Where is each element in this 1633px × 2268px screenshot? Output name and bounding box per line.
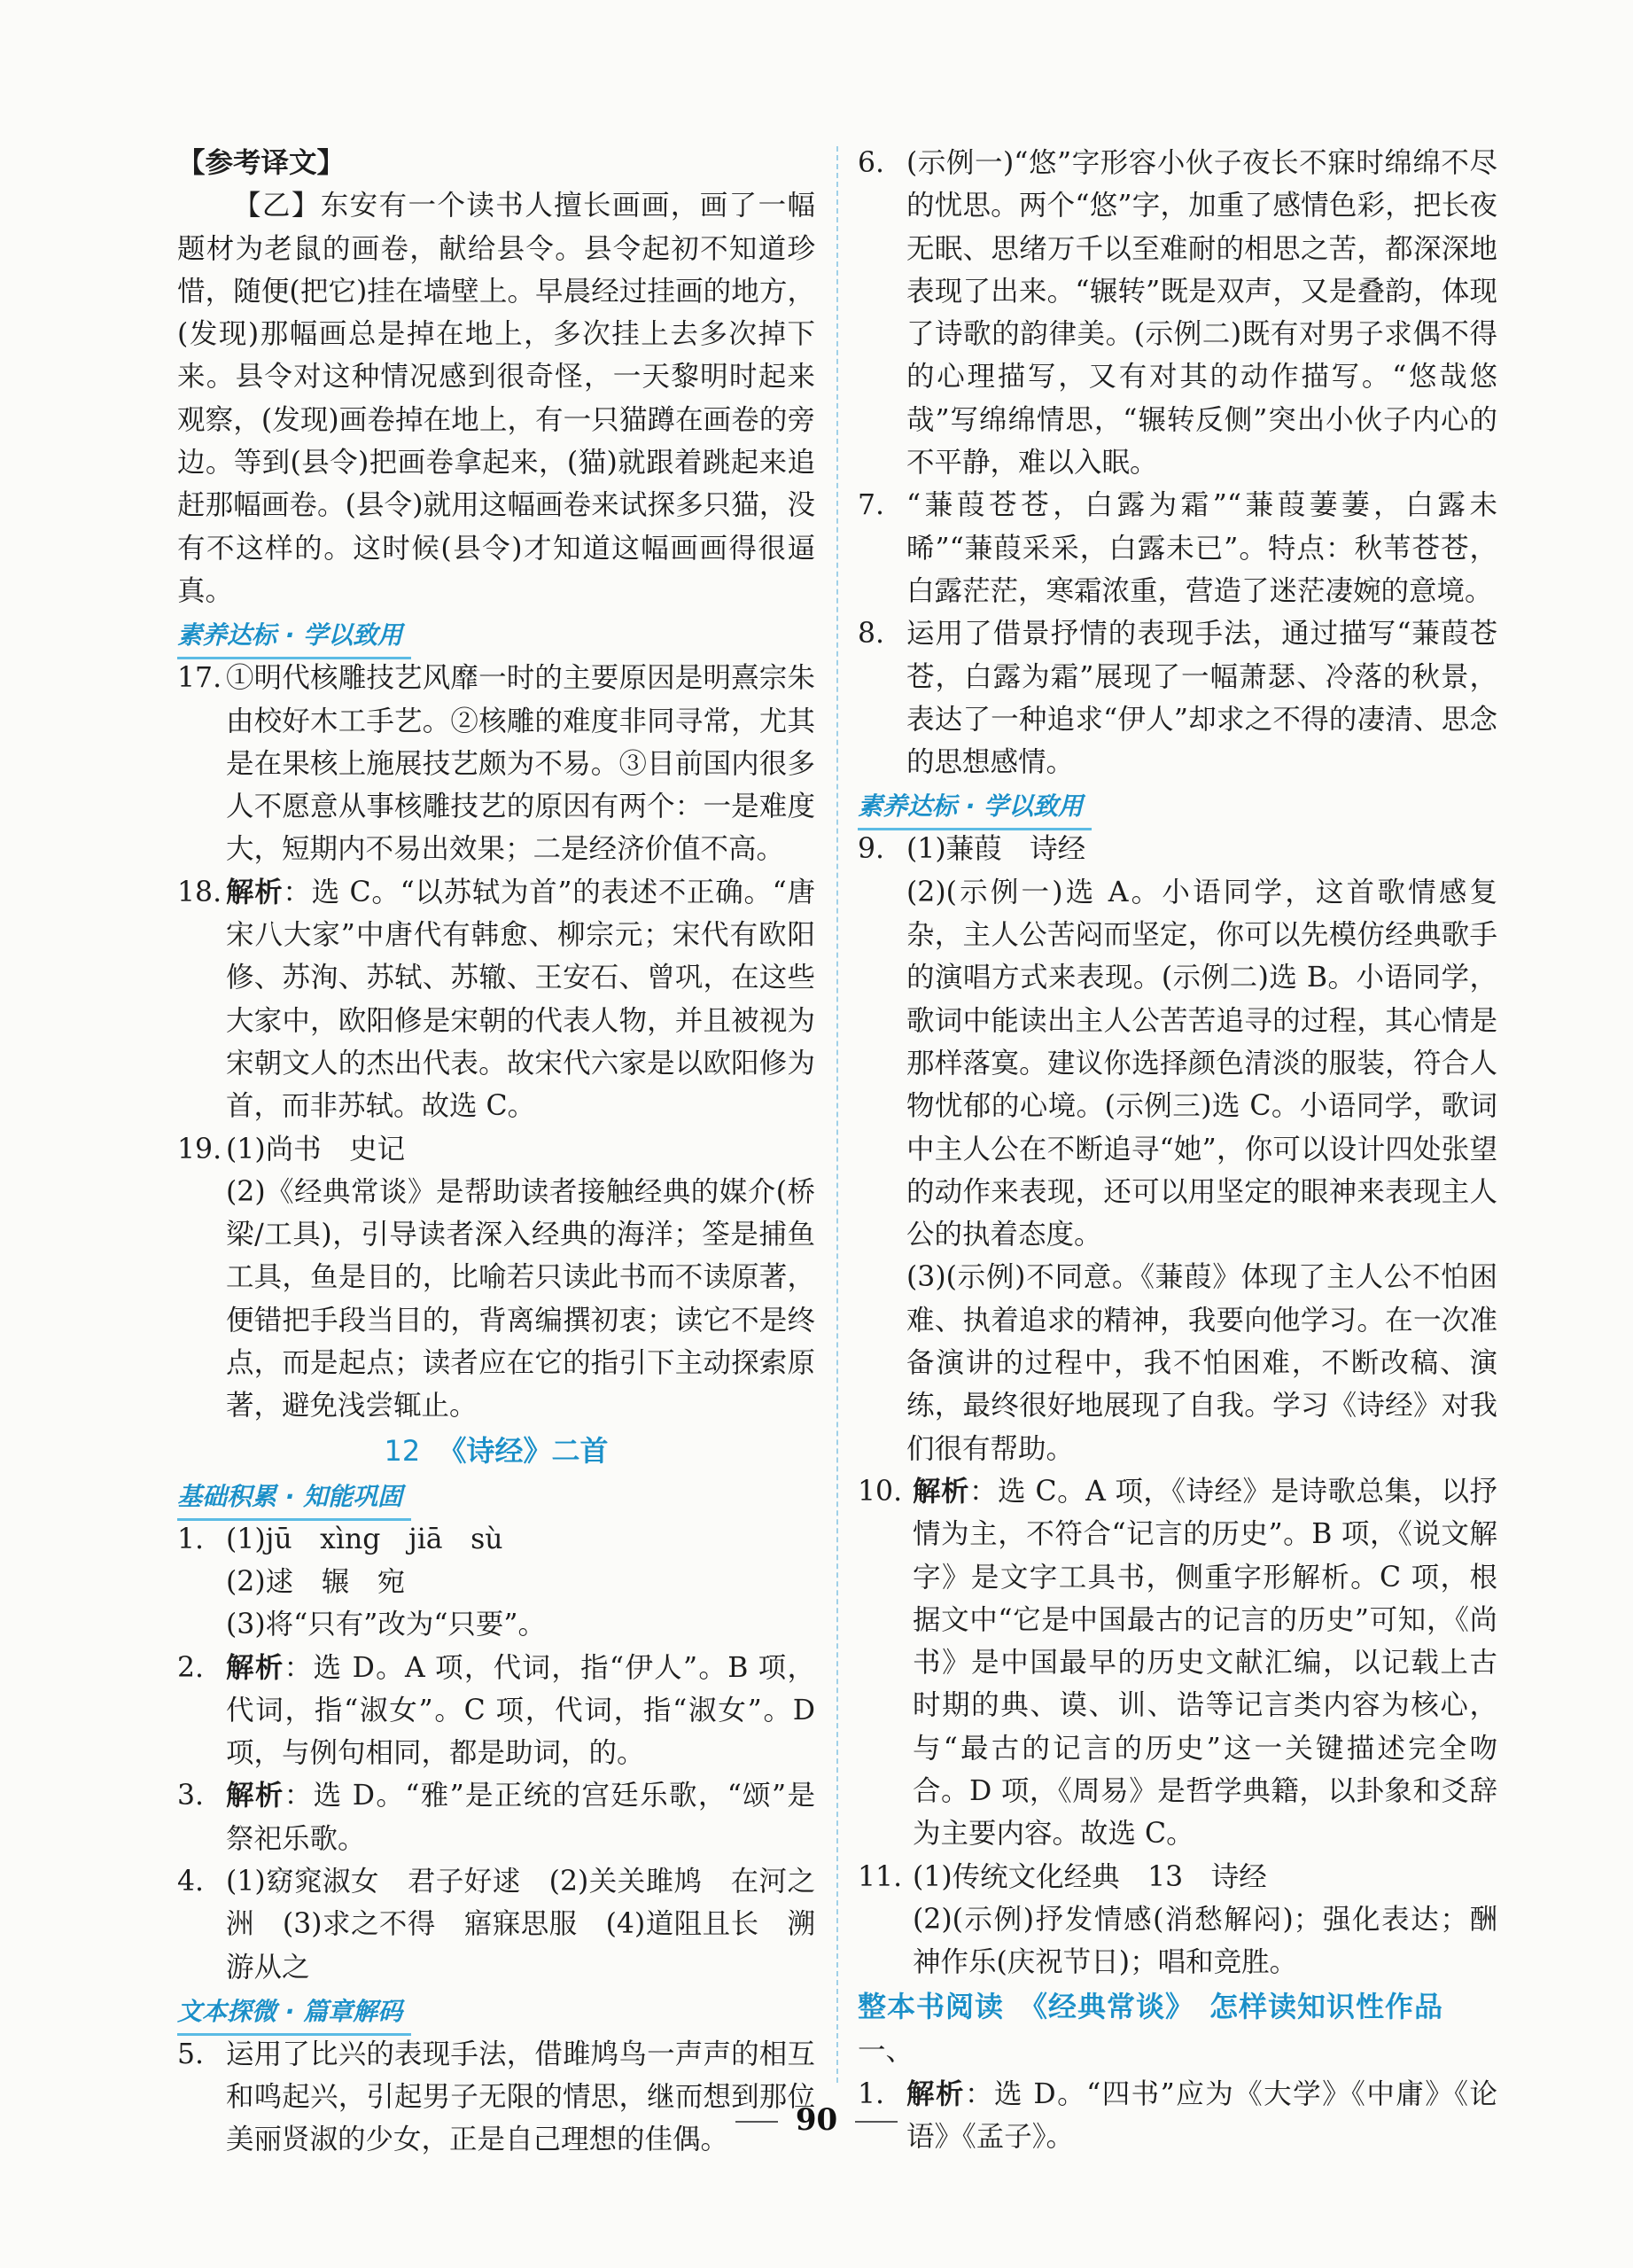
answer-text: ：选 D。A 项，代词，指“伊人”。B 项，代词，指“淑女”。C 项，代词，指“淑女”。D 项，与例句相同，都是助词，的。 bbox=[226, 1651, 815, 1770]
reference-translation-heading: 【参考译文】 bbox=[177, 146, 346, 179]
answer-6 bbox=[858, 142, 1497, 484]
question-number: 1. bbox=[177, 1523, 205, 1555]
page-number: 90 bbox=[795, 2102, 838, 2138]
chapter-title bbox=[177, 1428, 815, 1474]
answer-2 bbox=[177, 1647, 815, 1775]
question-number: 9. bbox=[858, 833, 885, 866]
answer-17 bbox=[177, 657, 815, 870]
answer-1-part-2: (2)逑 辗 宛 bbox=[226, 1565, 406, 1598]
answer-18 bbox=[177, 871, 815, 1128]
answer-11-part-2: (2)(示例)抒发情感(消愁解闷)；强化表达；酬神作乐(庆祝节日)；唱和竞胜。 bbox=[913, 1903, 1497, 1979]
answer-19-part-2: (2)《经典常谈》是帮助读者接触经典的媒介(桥梁/工具)，引导读者深入经典的海洋；筌是捕鱼工具，鱼是目的，比喻若只读此书而不读原著，便错把手段当目的，背离编撰初衷；读它不是终点，而是起点；读者应在它的指引下主动探索原著，避免浅尝辄止。 bbox=[226, 1175, 815, 1422]
right-column bbox=[858, 142, 1497, 2158]
answer-text: (1)传统文化经典 13 诗经 bbox=[913, 1860, 1267, 1893]
answer-text: ①明代核雕技艺风靡一时的主要原因是明熹宗朱由校好木工手艺。②核雕的难度非同寻常，尤其是在果核上施展技艺颇为不易。③目前国内很多人不愿意从事核雕技艺的原因有两个：一是难度大，短期内不易出效果；二是经济价值不高。 bbox=[226, 662, 815, 866]
answer-9 bbox=[858, 828, 1497, 870]
question-number: 8. bbox=[858, 618, 885, 651]
answer-text: 运用了借景抒情的表现手法，通过描写“蒹葭苍苍，白露为霜”展现了一幅萧瑟、冷落的秋景，表达了一种追求“伊人”却求之不得的凄清、思念的思想感情。 bbox=[906, 618, 1497, 779]
question-number: 5. bbox=[177, 2038, 205, 2070]
question-number: 2. bbox=[177, 1651, 205, 1684]
reference-translation-text: 【乙】东安有一个读书人擅长画画，画了一幅题材为老鼠的画卷，献给县令。县令起初不知道珍惜，随便(把它)挂在墙壁上。早晨经过挂画的地方，(发现)那幅画总是掉在地上，多次挂上去多次掉下来。县令对这种情况感到很奇怪，一天黎明时起来观察，(发现)画卷掉在地上，有一只猫蹲在画卷的旁边。等到(县令)把画卷拿起来，(猫)就跟着跳起来追赶那幅画卷。(县令)就用这幅画卷来试探多只猫，没有不这样的。这时候(县令)才知道这幅画画得很逼真。 bbox=[177, 190, 815, 607]
answer-text: ：选 D。“雅”是正统的宫廷乐歌，“颂”是祭祀乐歌。 bbox=[226, 1780, 815, 1855]
answer-text: ：选 C。“以苏轼为首”的表述不正确。“唐宋八大家”中唐代有韩愈、柳宗元；宋代有欧阳修、苏洵、苏轼、苏辙、王安石、曾巩，在这些大家中，欧阳修是宋朝的代表人物，并且被视为宋朝文人的杰出代表。故宋代六家是以欧阳修为首，而非苏轼。故选 C。 bbox=[226, 876, 815, 1123]
question-number: 3. bbox=[177, 1780, 205, 1812]
answer-text: (1)尚书 史记 bbox=[226, 1133, 406, 1165]
question-number: 19. bbox=[177, 1133, 222, 1165]
answer-text: (示例一)“悠”字形容小伙子夜长不寐时绵绵不尽的忧思。两个“悠”字，加重了感情色彩，把长夜无眠、思绪万千以至难耐的相思之苦，都深深地表现了出来。“辗转”既是双声，又是叠韵，体现了诗歌的韵律美。(示例二)既有对男子求偶不得的心理描写，又有对其的动作描写。“悠哉悠哉”写绵绵情思，“辗转反侧”突出小伙子内心的不平静，难以入眠。 bbox=[906, 147, 1497, 479]
analysis-label: 解析 bbox=[913, 1474, 969, 1508]
answer-19 bbox=[177, 1128, 815, 1171]
left-column bbox=[177, 142, 815, 2162]
section-heading-literacy: 素养达标 · 学以致用 bbox=[858, 785, 1092, 830]
answer-text: ：选 D。“四书”应为《大学》《中庸》《论语》《孟子》。 bbox=[906, 2077, 1497, 2154]
footer-dash-right bbox=[855, 2121, 898, 2123]
answer-10 bbox=[858, 1470, 1497, 1856]
analysis-label: 解析 bbox=[906, 2077, 965, 2110]
chapter-number: 12 bbox=[384, 1433, 421, 1468]
chapter-name: 《诗经》二首 bbox=[438, 1433, 609, 1468]
answer-text: 运用了比兴的表现手法，借雎鸠鸟一声声的相互和鸣起兴，引起男子无限的情思，继而想到那位美丽贤淑的少女，正是自己理想的佳偶。 bbox=[226, 2038, 815, 2156]
question-number: 4. bbox=[177, 1865, 205, 1898]
footer-dash-left bbox=[735, 2121, 778, 2123]
answer-text: (1)窈窕淑女 君子好逑 (2)关关雎鸠 在河之洲 (3)求之不得 寤寐思服 (4)道阻且长 溯游从之 bbox=[226, 1865, 815, 1984]
answer-8 bbox=[858, 612, 1497, 783]
answer-3 bbox=[177, 1774, 815, 1860]
column-divider bbox=[836, 146, 838, 2083]
answer-1-part-3: (3)将“只有”改为“只要”。 bbox=[226, 1609, 547, 1641]
section-heading-literacy: 素养达标 · 学以致用 bbox=[177, 614, 411, 659]
analysis-label: 解析 bbox=[226, 875, 284, 908]
part-one-label: 一、 bbox=[858, 2035, 914, 2068]
page-footer bbox=[0, 2102, 1633, 2138]
question-number: 17. bbox=[177, 662, 222, 695]
answer-11 bbox=[858, 1856, 1497, 1898]
question-number: 7. bbox=[858, 489, 885, 522]
analysis-label: 解析 bbox=[226, 1650, 284, 1684]
answer-9-part-2: (2)(示例一)选 A。小语同学，这首歌情感复杂，主人公苦闷而坚定，你可以先模仿经典歌手的演唱方式来表现。(示例二)选 B。小语同学，歌词中能读出主人公苦苦追寻的过程，其心情是那样落寞。建议你选择颜色清淡的服装，符合人物忧郁的心境。(示例三)选 C。小语同学，歌词中主人公在不断追寻“她”，你可以设计四处张望的动作来表现，还可以用坚定的眼神来表现主人公的执着态度。 bbox=[906, 876, 1497, 1251]
answer-5 bbox=[177, 2033, 815, 2162]
question-number: 18. bbox=[177, 876, 222, 908]
question-number: 1. bbox=[858, 2077, 885, 2110]
answer-text: “蒹葭苍苍，白露为霜”“蒹葭萋萋，白露未晞”“蒹葭采采，白露未已”。特点：秋苇苍苍，白露茫茫，寒霜浓重，营造了迷茫凄婉的意境。 bbox=[906, 489, 1497, 607]
answer-4 bbox=[177, 1860, 815, 1989]
answer-9-part-3: (3)(示例)不同意。《蒹葭》体现了主人公不怕困难、执着追求的精神，我要向他学习。在一次准备演讲的过程中，我不怕困难，不断改稿、演练，最终很好地展现了自我。学习《诗经》对我们很有帮助。 bbox=[906, 1261, 1497, 1465]
section-heading-foundation: 基础积累 · 知能巩固 bbox=[177, 1476, 411, 1521]
answer-text: ：选 C。A 项，《诗经》是诗歌总集，以抒情为主，不符合“记言的历史”。B 项，《说文解字》是文字工具书，侧重字形解析。C 项，根据文中“它是中国最古的记言的历史”可知，《尚书》是中国最早的历史文献汇编，以记载上古时期的典、谟、训、诰等记言类内容为核心，与“最古的记言的历史”这一关键描述完全吻合。D 项，《周易》是哲学典籍，以卦象和爻辞为主要内容。故选 C。 bbox=[913, 1475, 1497, 1851]
answer-7 bbox=[858, 484, 1497, 612]
whole-book-reading-heading: 整本书阅读 《经典常谈》 怎样读知识性作品 bbox=[858, 1990, 1444, 2024]
question-number: 6. bbox=[858, 147, 885, 179]
question-number: 11. bbox=[858, 1860, 903, 1893]
answer-text: (1)蒹葭 诗经 bbox=[906, 833, 1086, 866]
answer-text: (1)jū xìng jiā sù bbox=[226, 1523, 503, 1555]
section-heading-text-exploration: 文本探微 · 篇章解码 bbox=[177, 1991, 411, 2036]
analysis-label: 解析 bbox=[226, 1779, 284, 1812]
question-number: 10. bbox=[858, 1475, 903, 1508]
answer-1 bbox=[177, 1518, 815, 1561]
